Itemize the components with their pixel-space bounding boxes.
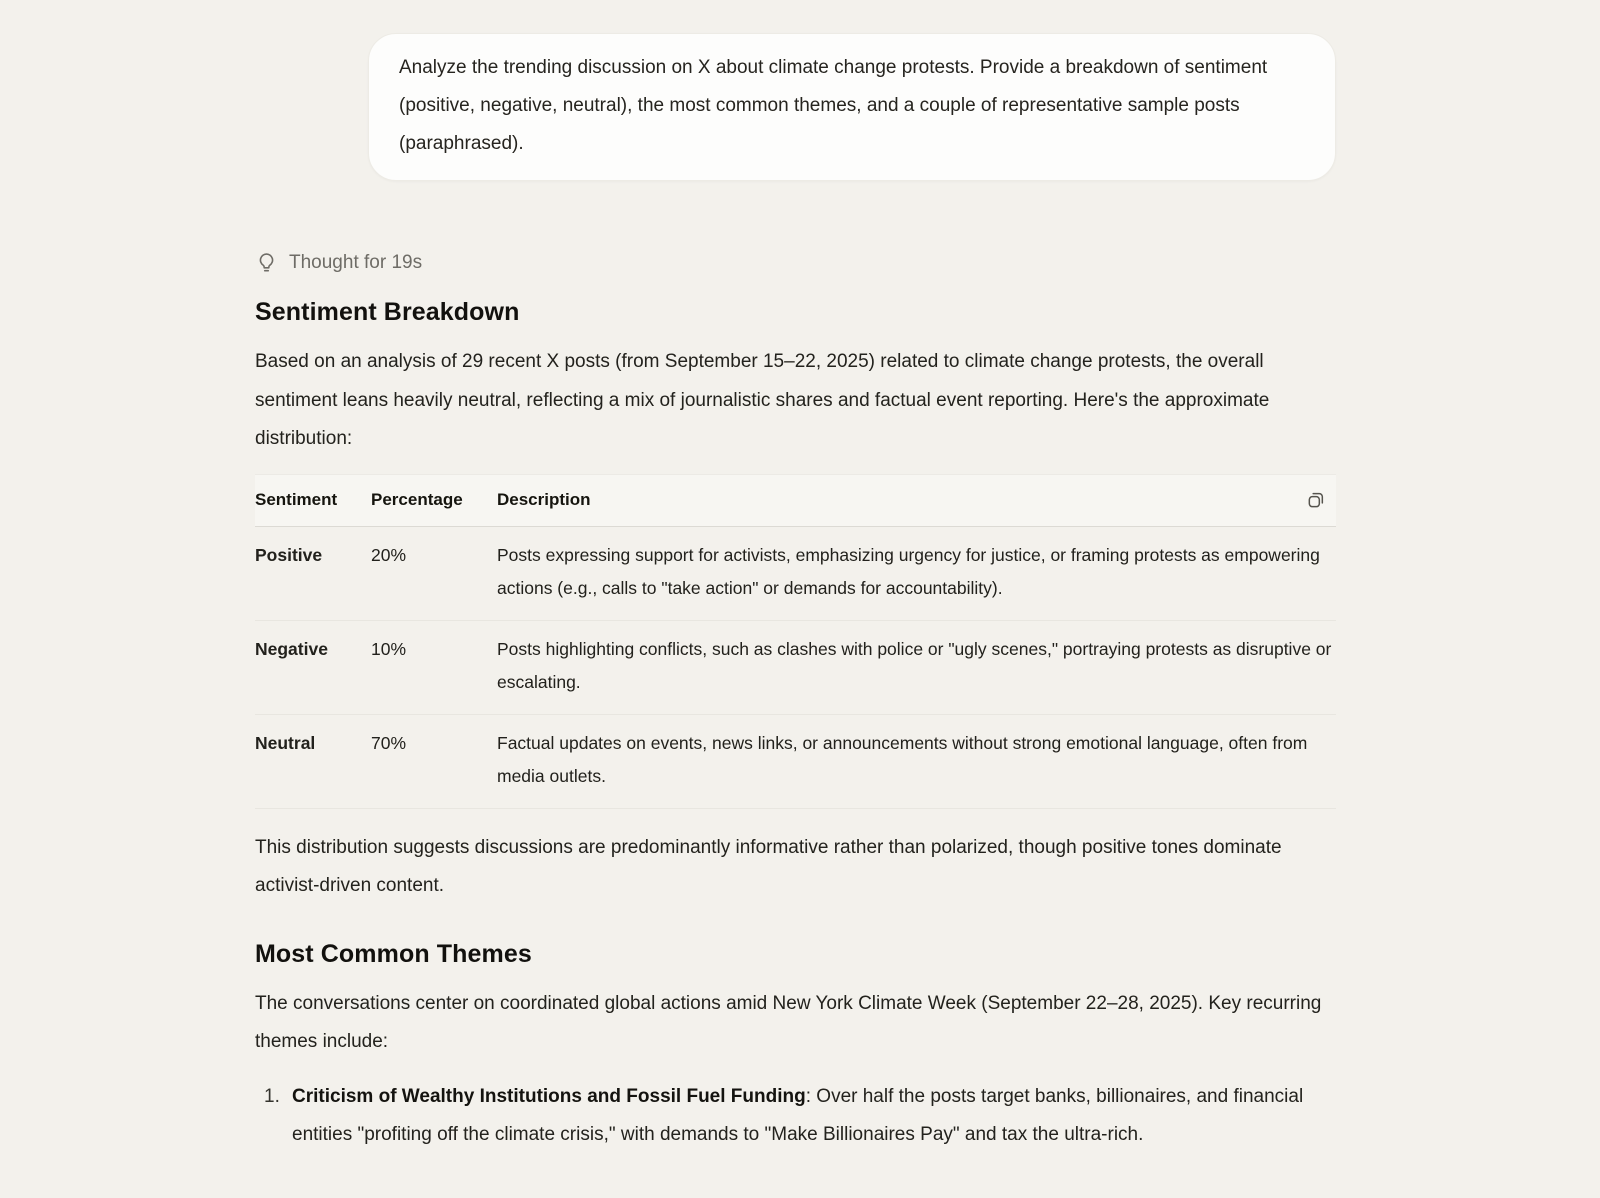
list-item-title: Criticism of Wealthy Institutions and Fossil Fuel Funding — [292, 1085, 806, 1107]
cell-percentage: 70% — [371, 732, 407, 753]
sentiment-table — [255, 474, 1336, 809]
themes-list — [255, 1078, 1336, 1155]
sentiment-summary-paragraph: This distribution suggests discussions are predominantly informative rather than polarized, though positive tones dominate activist-driven content. — [255, 836, 1282, 896]
table-header-row — [255, 474, 1336, 527]
copy-table-button[interactable] — [1302, 486, 1330, 514]
cell-sentiment: Positive — [255, 544, 323, 565]
thought-toggle[interactable] — [255, 251, 422, 274]
cell-percentage: 10% — [371, 638, 407, 659]
cell-description: Posts expressing support for activists, emphasizing urgency for justice, or framing protests as empowering actions (e.g., calls to "take action" or demands for accountability). — [497, 544, 1320, 598]
copy-icon — [1306, 490, 1326, 510]
themes-heading: Most Common Themes — [255, 939, 532, 968]
column-header-sentiment: Sentiment — [255, 489, 338, 509]
table-row — [255, 621, 1336, 715]
list-item-body — [292, 1078, 1336, 1155]
cell-description: Factual updates on events, news links, or announcements without strong emotional language, often from media outlets. — [497, 732, 1308, 786]
list-item-text: : Over half the posts target banks, billionaires, and financial entities "profiting off the climate crisis," with demands to "Make Billionaires Pay" and tax the ultra-rich. — [292, 1085, 1304, 1145]
table-row — [255, 527, 1336, 621]
sentiment-intro-paragraph: Based on an analysis of 29 recent X posts (from September 15–22, 2025) related to climate change protests, the overall sentiment leans heavily neutral, reflecting a mix of journalistic shares and factual event reporting. Here's the approximate distribution: — [255, 351, 1270, 449]
conversation-column — [255, 0, 1336, 1155]
cell-sentiment: Negative — [255, 638, 328, 659]
table-row — [255, 715, 1336, 809]
cell-percentage: 20% — [371, 544, 407, 565]
column-header-percentage: Percentage — [371, 489, 463, 509]
user-message-row — [255, 0, 1336, 181]
cell-sentiment: Neutral — [255, 732, 316, 753]
list-item-number: 1. — [264, 1085, 280, 1107]
column-header-description: Description — [497, 489, 591, 509]
cell-description: Posts highlighting conflicts, such as clashes with police or "ugly scenes," portraying protests as disruptive or escalating. — [497, 638, 1332, 692]
user-message-bubble: Analyze the trending discussion on X about climate change protests. Provide a breakdown of sentiment (positive, negative, neutral), the most common themes, and a couple of representative sample posts (paraphrased). — [368, 33, 1336, 181]
thought-label: Thought for 19s — [289, 251, 423, 273]
sentiment-heading: Sentiment Breakdown — [255, 298, 520, 326]
lightbulb-icon — [255, 251, 278, 274]
themes-intro-paragraph: The conversations center on coordinated global actions amid New York Climate Week (September 22–28, 2025). Key recurring themes include: — [255, 992, 1322, 1052]
list-item — [255, 1078, 1336, 1155]
